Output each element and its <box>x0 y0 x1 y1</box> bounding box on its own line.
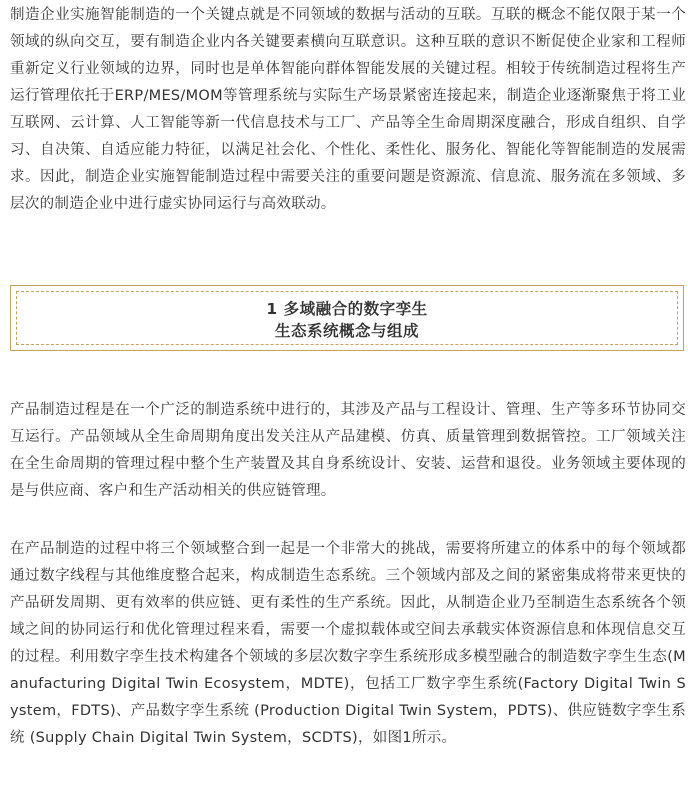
section-heading-box <box>10 285 684 351</box>
section-heading <box>11 298 683 342</box>
section-heading-line-2: 生态系统概念与组成 <box>274 322 419 340</box>
section-heading-line-1: 1 多域融合的数字孪生 <box>266 300 428 318</box>
body-paragraph-1: 产品制造过程是在一个广泛的制造系统中进行的，其涉及产品与工程设计、管理、生产等多环节协同交互运行。产品领域从全生命周期角度出发关注从产品建模、仿真、质量管理到数据管控。工厂领域关注在全生命周期的管理过程中整个生产装置及其自身系统设计、安装、运营和退役。业务领域主要体现的是与供应商、客户和生产活动相关的供应链管理。 <box>10 402 686 499</box>
body-paragraph-2: 在产品制造的过程中将三个领域整合到一起是一个非常大的挑战，需要将所建立的体系中的每个领域都通过数字线程与其他维度整合起来，构成制造生态系统。三个领域内部及之间的紧密集成将带来更快的产品研发周期、更有效率的供应链、更有柔性的生产系统。因此，从制造企业乃至制造生态系统各个领域之间的协同运行和优化管理过程来看，需要一个虚拟载体或空间去承载实体资源信息和体现信息交互的过程。利用数字孪生技术构建各个领域的多层次数字孪生系统形成多模型融合的制造数字孪生生态(Manufacturing Digital Twin Ecosystem，MDTE)，包括工厂数字孪生系统(Factory Digital Twin System，FDTS)、产品数字孪生系统 (Production Digital Twin System，PDTS)、供应链数字孪生系统 (Supply Chain Digital Twin System，SCDTS)，如图1所示。 <box>10 541 686 746</box>
intro-paragraph: 制造企业实施智能制造的一个关键点就是不同领域的数据与活动的互联。互联的概念不能仅限于某一个领域的纵向交互，要有制造企业内各关键要素横向互联意识。这种互联的意识不断促使企业家和工程师重新定义行业领域的边界，同时也是单体智能向群体智能发展的关键过程。相较于传统制造过程将生产运行管理依托于ERP/MES/MOM等管理系统与实际生产场景紧密连接起来，制造企业逐渐聚焦于将工业互联网、云计算、人工智能等新一代信息技术与工厂、产品等全生命周期深度融合，形成自组织、自学习、自决策、自适应能力特征，以满足社会化、个性化、柔性化、服务化、智能化等智能制造的发展需求。因此，制造企业实施智能制造过程中需要关注的重要问题是资源流、信息流、服务流在多领域、多层次的制造企业中进行虚实协同运行与高效联动。 <box>10 7 686 212</box>
